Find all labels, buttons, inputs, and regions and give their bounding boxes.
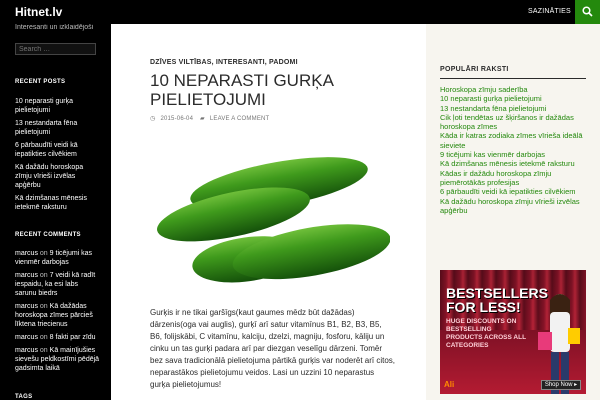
ad-subline: HUGE DISCOUNTS ON BESTSELLING PRODUCTS ACROSS ALL CATEGORIES: [446, 318, 526, 349]
popular-post-link[interactable]: 13 nestandarta fēna pielietojumi: [440, 103, 547, 113]
shopper-figure-icon: [536, 288, 580, 394]
popular-post-link[interactable]: 9 ticējumi kas vienmēr darbojas: [440, 150, 546, 160]
recent-posts-title: RECENT POSTS: [15, 79, 66, 85]
recent-comment: [15, 333, 101, 342]
comment-on-label: on: [39, 347, 48, 354]
popular-post-link[interactable]: Kāda ir katras zodiaka zīmes vīrieša ideālā sieviete: [440, 131, 583, 150]
comment-on-label: on: [39, 303, 48, 310]
top-bar: [0, 0, 600, 24]
comment-post-link[interactable]: 9 ticējumi kas vienmēr darbojas: [15, 250, 93, 266]
recent-comment: [15, 346, 101, 373]
recent-post-link[interactable]: Kā dažādu horoskopa zīmju vīrieši izvēlas apģērbu: [15, 164, 84, 189]
post-title[interactable]: 10 NEPARASTI GURĶA PIELIETOJUMI: [150, 71, 333, 109]
entry-meta: [150, 115, 274, 122]
recent-comments-list: [15, 249, 101, 377]
comment-author[interactable]: marcus: [15, 250, 38, 257]
ad-brand-logo: Ali: [444, 380, 455, 389]
popular-post-link[interactable]: 6 pārbaudīti veidi kā iepatikties cilvēkiem: [440, 187, 576, 197]
featured-image-cucumbers: [150, 144, 390, 294]
comment-on-label: on: [39, 272, 48, 279]
tags-title: TAGS: [15, 394, 33, 400]
site-tagline: Interesanti un izklaidējoši: [15, 24, 94, 31]
recent-post-link[interactable]: Kā dzimšanas mēnesis ietekmē raksturu: [15, 195, 87, 211]
comment-author[interactable]: marcus: [15, 334, 38, 341]
comment-post-link[interactable]: 7 veidi kā radīt iespaidu, ka esi labs sarunu biedrs: [15, 272, 96, 297]
recent-post-link[interactable]: 6 pārbaudīti veidi kā iepatikties cilvēkiem: [15, 142, 78, 158]
comment-post-link[interactable]: Kā mainījušies sievešu peldkostīmi pēdējā gadsimta laikā: [15, 347, 100, 372]
post-categories[interactable]: DZĪVES VILTĪBAS, INTERESANTI, PADOMI: [150, 59, 298, 66]
popular-post-link[interactable]: Horoskopa zīmju saderība: [440, 85, 528, 94]
right-sidebar: [426, 24, 600, 400]
comment-post-link[interactable]: 8 fakti par zīdu: [49, 334, 96, 341]
comment-author[interactable]: marcus: [15, 272, 38, 279]
search-input[interactable]: [15, 43, 96, 55]
comment-author[interactable]: marcus: [15, 303, 38, 310]
popular-post-link[interactable]: Kā dzimšanas mēnesis ietekmē raksturu: [440, 159, 575, 169]
site-title[interactable]: Hitnet.lv: [15, 5, 63, 19]
post-date[interactable]: 2015-06-04: [160, 116, 194, 122]
advertisement-banner[interactable]: [440, 270, 586, 394]
nav-link-contact[interactable]: SAZINĀTIES: [528, 8, 571, 15]
recent-comment: [15, 249, 101, 267]
search-icon: [582, 6, 593, 17]
ad-headline: BESTSELLERS FOR LESS!: [446, 285, 548, 315]
recent-post-link[interactable]: 10 neparasti gurķa pielietojumi: [15, 98, 73, 114]
ad-shop-now-button[interactable]: Shop Now ▸: [541, 380, 581, 390]
popular-post-link[interactable]: Kā dažādu horoskopa zīmju vīrieši izvēlas apģērbu: [440, 196, 580, 215]
divider: [440, 78, 586, 79]
clock-icon: ◷: [150, 116, 156, 122]
recent-post-link[interactable]: 13 nestandarta fēna pielietojumi: [15, 120, 78, 136]
main-content: [111, 24, 426, 400]
recent-comment: [15, 302, 101, 329]
popular-post-link[interactable]: Cik ļoti tendētas uz šķiršanos ir dažādas horoskopa zīmes: [440, 112, 574, 132]
search-toggle-button[interactable]: [575, 0, 600, 24]
comment-icon: ▰: [200, 116, 205, 122]
recent-posts-list: [15, 97, 101, 216]
popular-post-link[interactable]: Kādas ir dažādu horoskopa zīmju piemērotākās profesijas: [440, 168, 552, 187]
comment-author[interactable]: marcus: [15, 347, 38, 354]
recent-comment: [15, 271, 101, 298]
popular-posts-list: [440, 85, 588, 215]
left-sidebar: [0, 24, 111, 400]
recent-comments-title: RECENT COMMENTS: [15, 232, 81, 238]
comment-on-label: on: [39, 334, 48, 341]
post-excerpt: Gurķis ir ne tikai garšīgs(kaut gaumes mēdz būt dažādas) dārzenis(oga vai auglis), gurķī arī satur vitamīnus B1, B2, B3, B5, B6, folijskābi, C vitamīnu, kalciju, dzelzi, magniju, fosforu, kāliju un cinku un tas gurķi padara arī par diezgan veselīgu dārzeni. Tomēr bez sava tradicionālā pielietojuma pārtikā gurķis var noderēt arī citos, neparastākos pielietojumu veidos. Lasi un uzzini 10 neparastus gurķa pielietojumus!: [150, 308, 396, 389]
leave-comment-link[interactable]: LEAVE A COMMENT: [209, 116, 270, 122]
comment-on-label: on: [39, 250, 48, 257]
popular-post-link[interactable]: 10 neparasti gurķa pielietojumi: [440, 94, 542, 104]
popular-posts-title: POPULĀRI RAKSTI: [440, 66, 509, 73]
comment-post-link[interactable]: Kā dažādas horoskopa zīmes pārcieš līktena triecienus: [15, 303, 93, 328]
